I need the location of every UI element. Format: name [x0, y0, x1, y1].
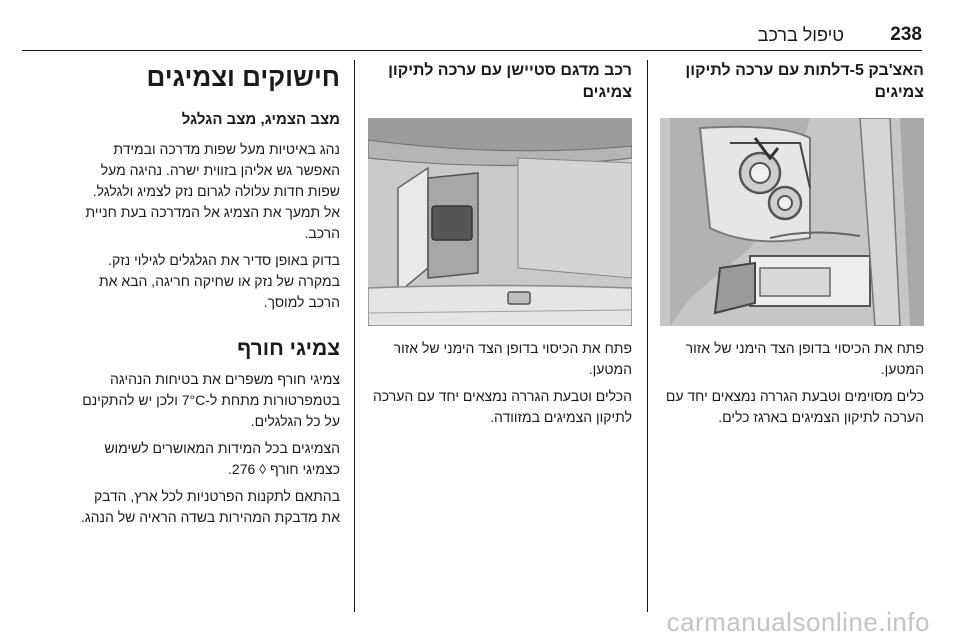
hatchback-paragraph-2: כלים מסוימים וטבעת הגררה נמצאים יחד עם הערכה לתיקון הצמיגים בארגז כלים.	[665, 388, 924, 425]
column-station-wagon	[368, 60, 632, 434]
wheels-tyres-title: חישוקים וצמיגים	[146, 62, 340, 92]
winter-tyres-paragraph-3: בהתאם לתקנות הפרטניות לכל ארץ, הדבק את מדבקת המהירות בשדה הראיה של הנהג.	[80, 488, 340, 525]
column-wheels-tyres	[76, 60, 340, 534]
hatchback-cargo-figure	[660, 118, 924, 326]
wagon-paragraph-2: הכלים וטבעת הגררה נמצאים יחד עם הערכה לתיקון הצמיגים במזוודה.	[372, 388, 632, 425]
tyre-condition-paragraph-1: נהג באיטיות מעל שפות מדרכה ובמידת האפשר גש אליהן בזווית ישרה. נהיגה מעל שפות חדות עלולה לגרום נזק לצמיג ולגלגל. אל תמעך את הצמיג אל המדרכה בעת חניית הרכב.	[85, 141, 340, 241]
tyre-condition-subtitle: מצב הצמיג, מצב הגלגל	[181, 111, 340, 128]
wagon-cargo-illustration	[368, 118, 632, 326]
column-divider-left	[354, 60, 355, 612]
column-divider-right	[647, 60, 648, 612]
wagon-cargo-figure	[368, 118, 632, 326]
wagon-section-title: רכב מדגם סטיישן עם ערכה לתיקון צמיגים	[388, 62, 632, 101]
winter-tyres-paragraph-2: הצמיגים בכל המידות המאושרים לשימוש כצמיגי חורף ◊ 276.	[104, 440, 340, 477]
wagon-paragraph-1: פתח את הכיסוי בדופן הצד הימני של אזור המטען.	[393, 340, 632, 377]
page-header	[22, 20, 922, 52]
chapter-title: טיפול ברכב	[757, 25, 844, 45]
page-number: 238	[890, 24, 922, 45]
hatchback-cargo-illustration	[660, 118, 924, 326]
header-rule	[22, 50, 922, 51]
hatchback-paragraph-1: פתח את הכיסוי בדופן הצד הימני של אזור המטען.	[685, 340, 924, 377]
tyre-condition-paragraph-2: בדוק באופן סדיר את הגלגלים לגילוי נזק. במקרה של נזק או שחיקה חריגה, הבא את הרכב למוסך.	[98, 252, 340, 310]
column-hatchback	[660, 60, 924, 434]
winter-tyres-title: צמיגי חורף	[237, 337, 340, 360]
winter-tyres-paragraph-1: צמיגי חורף משפרים את בטיחות הנהיגה בטמפרטורות מתחת ל-7°C ולכן יש להתקינם על כל הגלגלים.	[82, 371, 340, 429]
hatchback-section-title: האצ'בק 5-דלתות עם ערכה לתיקון צמיגים	[685, 62, 924, 101]
site-watermark: carmanualsonline.info	[666, 607, 930, 637]
